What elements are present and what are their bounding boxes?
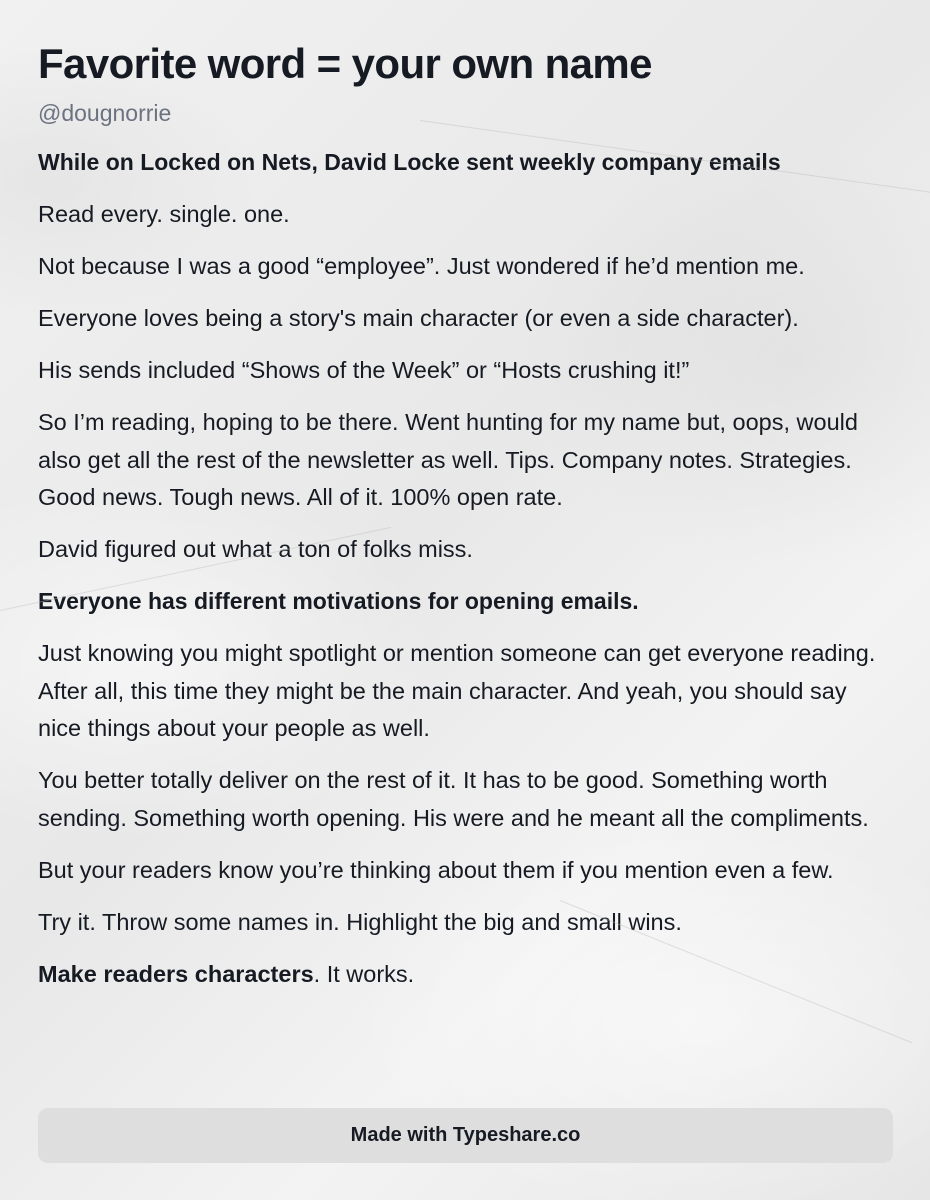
- author-handle: @dougnorrie: [38, 100, 172, 126]
- lead-paragraph: While on Locked on Nets, David Locke sent weekly company emails: [38, 149, 781, 175]
- paragraph: Try it. Throw some names in. Highlight the big and small wins.: [38, 908, 682, 935]
- post-body: [38, 144, 892, 993]
- paragraph: Just knowing you might spotlight or mention someone can get everyone reading. After all, this time they might be the main character. And yeah, you should say nice things about your people as well.: [38, 640, 876, 741]
- paragraph: You better totally deliver on the rest of it. It has to be good. Something worth sending. Something worth opening. His were and he meant all the compliments.: [38, 767, 869, 831]
- paragraph: Everyone loves being a story's main character (or even a side character).: [38, 305, 799, 331]
- closing-bold-text: Make readers characters: [38, 960, 314, 987]
- paragraph: His sends included “Shows of the Week” or “Hosts crushing it!”: [38, 357, 690, 383]
- paragraph: Not because I was a good “employee”. Just wondered if he’d mention me.: [38, 253, 805, 279]
- paragraph: David figured out what a ton of folks miss.: [38, 536, 473, 562]
- paragraph: Read every. single. one.: [38, 201, 290, 227]
- paragraph: So I’m reading, hoping to be there. Went hunting for my name but, oops, would also get all the rest of the newsletter as well. Tips. Company notes. Strategies. Good news. Tough news. All of it. 100% open rate.: [38, 409, 858, 510]
- closing-paragraph: [38, 956, 892, 994]
- closing-rest-text: . It works.: [313, 960, 415, 987]
- typeshare-footer-link[interactable]: Made with Typeshare.co: [38, 1108, 893, 1163]
- paragraph: But your readers know you’re thinking about them if you mention even a few.: [38, 856, 834, 883]
- key-insight-paragraph: Everyone has different motivations for opening emails.: [38, 588, 639, 614]
- post-title: Favorite word = your own name: [38, 40, 652, 87]
